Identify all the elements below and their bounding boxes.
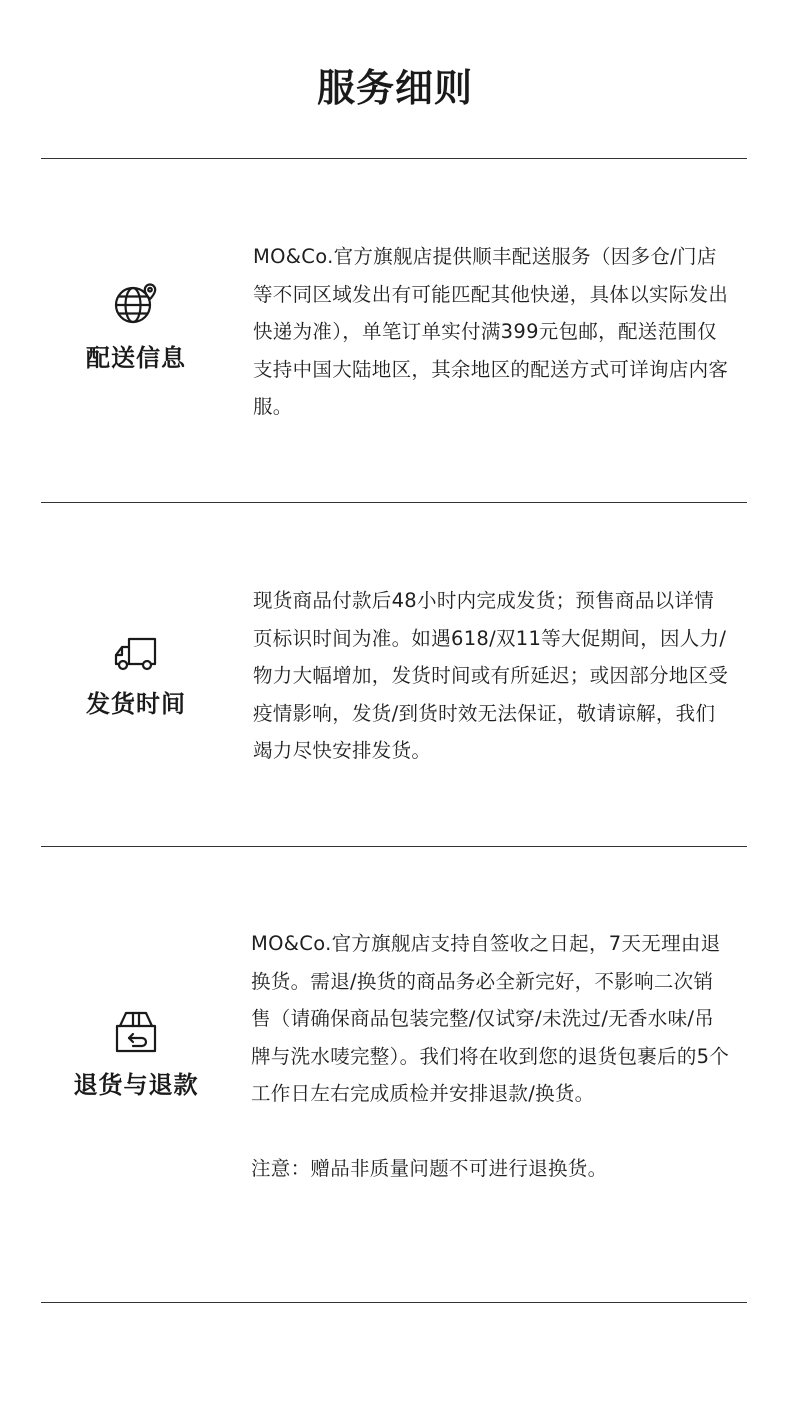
section-returns-refunds (41, 925, 747, 1235)
section-header (41, 280, 231, 374)
section-dispatch-time (41, 582, 747, 782)
page-title: 服务细则 (316, 66, 473, 110)
section-shipping-info (41, 238, 747, 438)
divider-2 (41, 846, 747, 847)
section-body (251, 925, 731, 1188)
section-heading: 发货时间 (86, 690, 186, 718)
divider-1 (41, 502, 747, 503)
section-header (41, 1009, 231, 1101)
section-heading: 退货与退款 (73, 1071, 199, 1099)
section-body (253, 582, 733, 770)
section-body (253, 238, 733, 426)
return-box-icon (111, 1009, 161, 1055)
section-note: 注意：赠品非质量问题不可进行退换货。 (251, 1157, 608, 1180)
section-paragraph: MO&Co.官方旗舰店支持自签收之日起，7天无理由退换货。需退/换货的商品务必全新完好，不影响二次销售（请确保商品包装完整/仅试穿/未洗过/无香水味/吊牌与洗水唛完整）。我们将在收到您的退货包裹后的5个工作日左右完成质检并安排退款/换货。 (251, 932, 730, 1105)
delivery-truck-icon (111, 634, 161, 674)
divider-top (41, 158, 747, 159)
section-header (41, 634, 231, 720)
section-paragraph: 现货商品付款后48小时内完成发货；预售商品以详情页标识时间为准。如遇618/双11等大促期间，因人力/物力大幅增加，发货时间或有所延迟；或因部分地区受疫情影响，发货/到货时效无法保证，敬请谅解，我们竭力尽快安排发货。 (253, 589, 729, 762)
divider-bottom (41, 1302, 747, 1303)
globe-location-icon (112, 280, 160, 328)
section-paragraph: MO&Co.官方旗舰店提供顺丰配送服务（因多仓/门店等不同区域发出有可能匹配其他快递，具体以实际发出快递为准），单笔订单实付满399元包邮，配送范围仅支持中国大陆地区，其余地区的配送方式可详询店内客服。 (253, 245, 729, 418)
section-heading: 配送信息 (86, 344, 186, 372)
